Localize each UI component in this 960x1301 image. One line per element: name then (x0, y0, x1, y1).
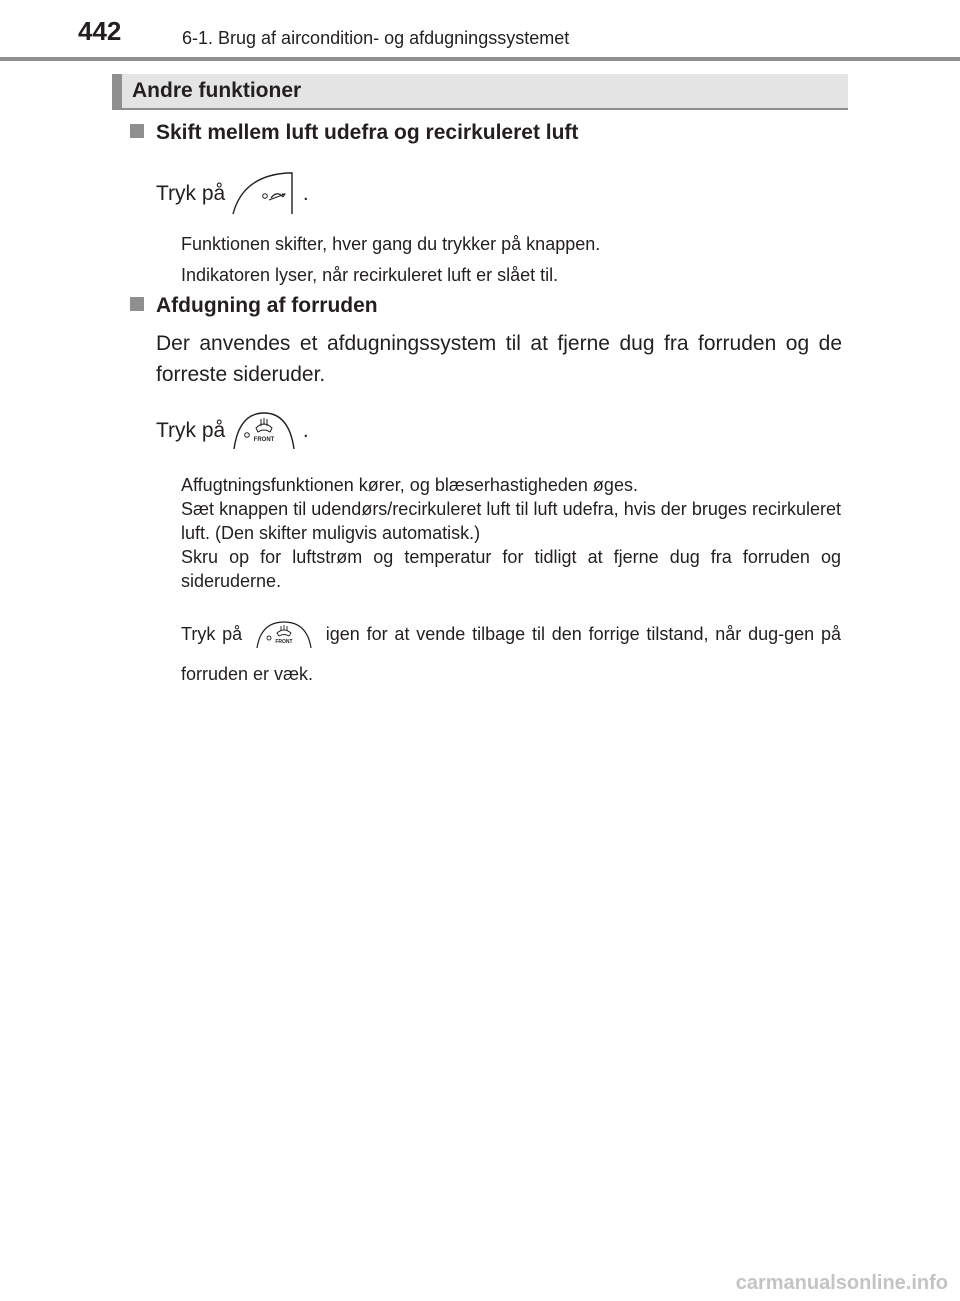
bullet-square-icon (130, 124, 144, 138)
defog-heading (130, 292, 378, 320)
recirculation-note-indicator: Indikatoren lyser, når recirkuleret luft er slået til. (181, 265, 559, 285)
front-label-small: FRONT (275, 639, 293, 646)
bullet-square-icon (130, 297, 144, 311)
defog-note-dehumidify: Affugtningsfunktionen kører, og blæserhastigheden øges. (181, 475, 638, 495)
defog-return-note (181, 614, 841, 694)
watermark: carmanualsonline.info (735, 1272, 948, 1294)
return-press-text: Tryk på (181, 624, 243, 644)
defog-press-instruction (156, 410, 309, 452)
front-defogger-button-icon (231, 410, 297, 452)
press-text: Tryk på (156, 419, 226, 442)
recirculation-heading (130, 119, 578, 147)
press-suffix: . (302, 419, 309, 442)
front-defogger-button-small-icon (255, 620, 313, 650)
recirculation-press-instruction (156, 170, 309, 218)
defog-heading-text: Afdugning af forruden (156, 294, 378, 317)
air-recirculation-button-icon (231, 170, 297, 218)
defog-description: Der anvendes et afdugningssystem til at fjerne dug fra forruden og de forreste sideruder. (156, 332, 842, 386)
section-title-bar (112, 74, 848, 110)
defog-note-outside-air: Sæt knappen til udendørs/recirkuleret luft til luft udefra, hvis der bruges recirkuleret luft. (Den skifter muligvis automatisk.) (181, 499, 841, 543)
recirculation-heading-text: Skift mellem luft udefra og recirkuleret luft (156, 121, 579, 144)
press-text: Tryk på (156, 182, 226, 205)
page-number: 442 (78, 16, 122, 46)
defog-note-airflow: Skru op for luftstrøm og temperatur for tidligt at fjerne dug fra forruden og sideruderne. (181, 547, 841, 591)
running-header: 6-1. Brug af aircondition- og afdugningssystemet (182, 28, 570, 48)
section-bar-accent (112, 74, 122, 108)
section-title: Andre funktioner (132, 79, 302, 102)
recirculation-note-toggle: Funktionen skifter, hver gang du trykker på knappen. (181, 234, 601, 254)
front-label: FRONT (253, 437, 275, 443)
header-rule (0, 57, 960, 61)
press-suffix: . (302, 182, 309, 205)
return-note-text: igen for at vende tilbage til den forrige tilstand, når dug-gen på forruden er væk. (181, 624, 841, 684)
